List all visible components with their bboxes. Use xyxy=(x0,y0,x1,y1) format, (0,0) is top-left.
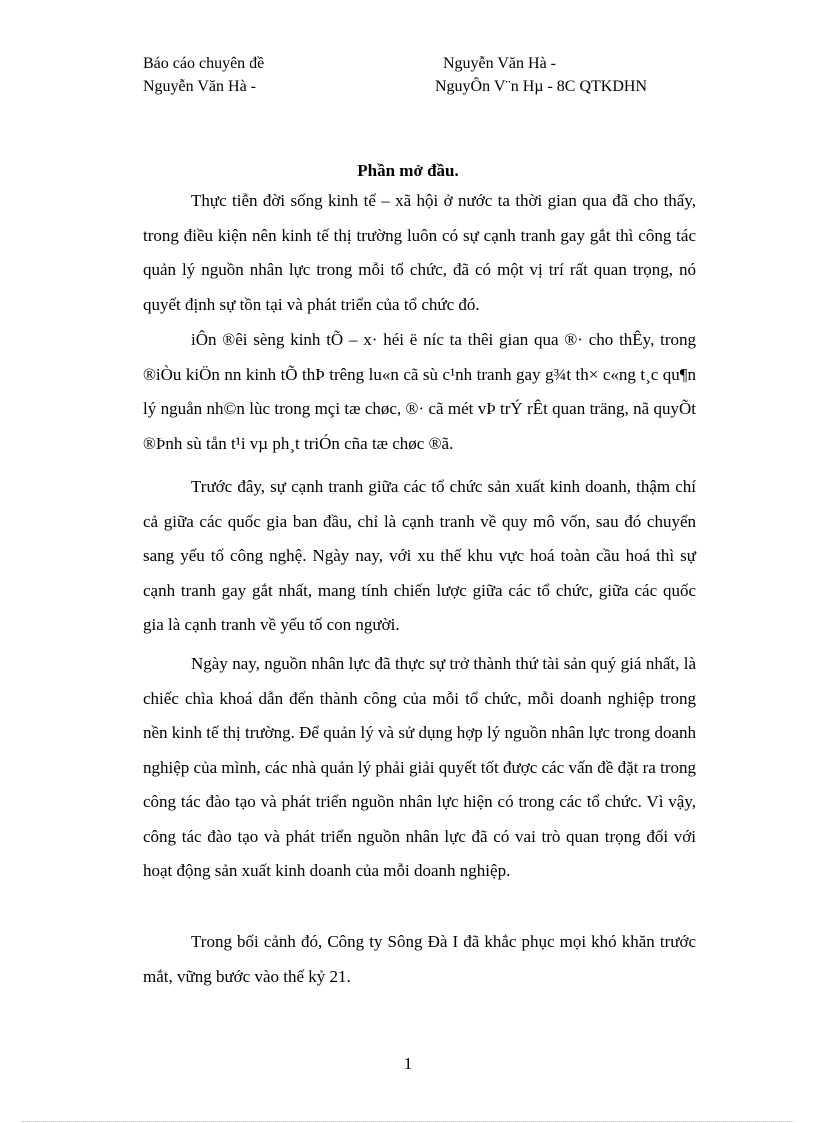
header-right-line1: Nguyễn Văn Hà - xyxy=(443,55,557,72)
paragraph-5: Trong bối cảnh đó, Công ty Sông Đà I đã khắc phục mọi khó khăn trước mắt, vững bước vào thế kỷ 21. xyxy=(143,932,696,986)
header-right-line2: NguyÔn V¨n Hµ - 8C QTKDHN xyxy=(435,78,648,95)
paragraph-1: Thực tiễn đời sống kinh tế – xã hội ở nước ta thời gian qua đã cho thấy, trong điều kiện nên kinh tế thị trường luôn có sự cạnh tranh gay gắt thì công tác quản lý nguồn nhân lực trong mỗi tổ chức, đã có một vị trí rất quan trọng, nó quyết định sự tồn tại và phát triển của tổ chức đó. xyxy=(143,191,696,314)
page-title: Phần mở đầu. xyxy=(357,161,459,180)
page-number: 1 xyxy=(403,1054,413,1073)
paragraph-3: Trước đây, sự cạnh tranh giữa các tổ chức sản xuất kinh doanh, thậm chí cả giữa các quốc gia ban đầu, chỉ là cạnh tranh về quy mô vốn, sau đó chuyển sang yếu tố công nghệ. Ngày nay, với xu thế khu vực hoá toàn cầu hoá thì sự cạnh tranh gay gắt nhất, mang tính chiến lược giữa các tổ chức, giữa các quốc gia là cạnh tranh về yếu tố con người. xyxy=(143,477,696,634)
paragraph-4: Ngày nay, nguồn nhân lực đã thực sự trở thành thứ tài sản quý giá nhất, là chiếc chìa khoá dẫn đến thành công của mỗi tổ chức, mỗi doanh nghiệp trong nền kinh tế thị trường. Để quản lý và sử dụng hợp lý nguồn nhân lực trong doanh nghiệp của mình, các nhà quản lý phải giải quyết tốt được các vấn đề đặt ra trong công tác đào tạo và phát triển nguồn nhân lực hiện có trong các tổ chức. Vì vậy, công tác đào tạo và phát triển nguồn nhân lực đã có vai trò quan trọng đối với hoạt động sản xuất kinh doanh của mỗi doanh nghiệp. xyxy=(143,654,696,880)
header-left-line2: Nguyễn Văn Hà - xyxy=(143,78,257,95)
paragraph-2-garbled: iÔn ®êi sèng kinh tÕ – x· héi ë níc ta thêi gian qua ®· cho thÊy, trong ®iÒu kiÖn nn kinh tÕ thÞ trêng lu«n cã sù c¹nh tranh gay g¾t th× c«ng t¸c qu¶n lý nguån nh©n lùc trong mçi tæ chøc, ®· cã mét vÞ trÝ rÊt quan träng, nã quyÕt ®Þnh sù tån t¹i vµ ph¸t triÓn cña tæ chøc ®ã. xyxy=(143,330,696,453)
header-left-line1: Báo cáo chuyên đề xyxy=(143,55,265,72)
footer-dotted-rule xyxy=(22,1121,794,1122)
